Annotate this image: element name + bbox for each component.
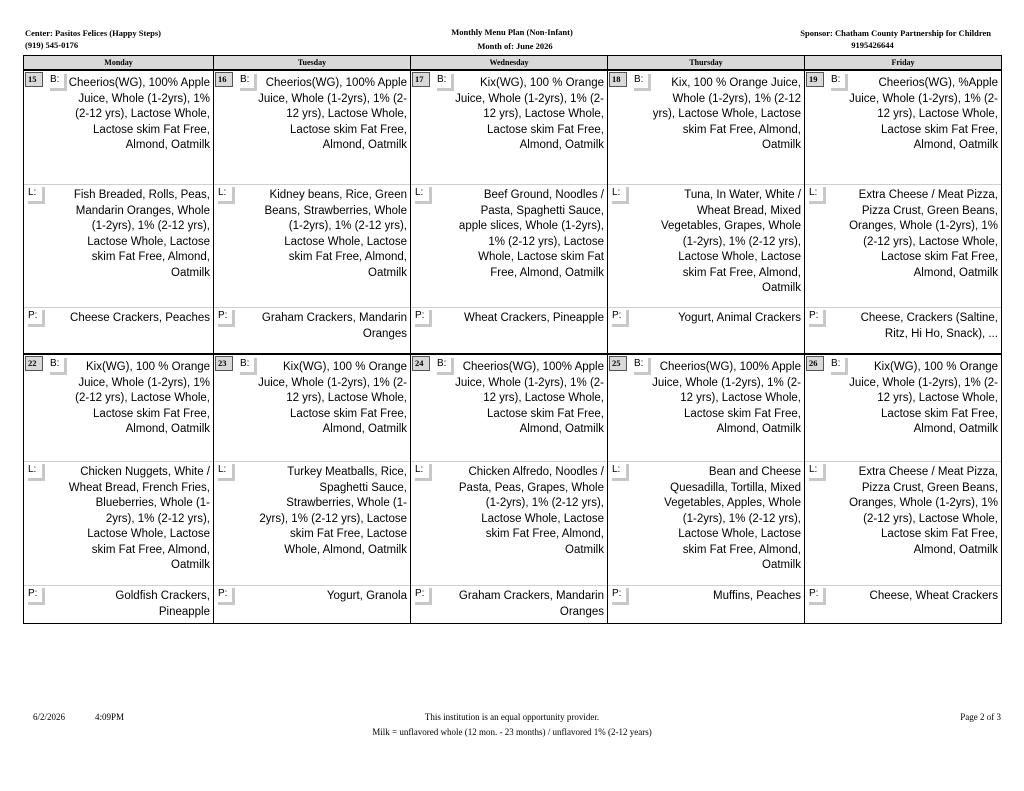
snack-tag: P: (809, 588, 826, 605)
lunch-row (24, 184, 1002, 307)
breakfast-entry (24, 358, 213, 441)
day-number: 25 (609, 356, 627, 371)
lunch-entry (24, 461, 213, 577)
lunch-cell (411, 461, 608, 585)
lunch-cell (214, 184, 411, 307)
snack-text: Goldfish Crackers, Pineapple (115, 590, 210, 618)
weekday-header-row (24, 56, 1002, 71)
breakfast-row (24, 70, 1002, 184)
snack-entry (411, 307, 607, 330)
lunch-tag: L: (415, 464, 432, 481)
breakfast-entry (608, 74, 804, 157)
day-cell (411, 354, 608, 461)
breakfast-text: Kix(WG), 100 % Orange Juice, Whole (1-2yrs), 1% (2-12 yrs), Lactose Whole, Lactose skim Fat Free, Almond, Oatmilk (258, 361, 407, 435)
snack-cell (608, 307, 805, 354)
day-cell (805, 354, 1002, 461)
snack-text: Cheese, Crackers (Saltine, Ritz, Hi Ho, Snack), ... (860, 312, 998, 340)
snack-entry (805, 585, 1001, 608)
lunch-entry (608, 184, 804, 300)
snack-cell (214, 307, 411, 354)
sponsor-name: Sponsor: Chatham County Partnership for Children (800, 28, 991, 38)
breakfast-text: Kix(WG), 100 % Orange Juice, Whole (1-2yrs), 1% (2-12 yrs), Lactose Whole, Lactose skim Fat Free, Almond, Oatmilk (455, 77, 604, 151)
snack-entry (214, 585, 410, 608)
lunch-cell (805, 461, 1002, 585)
breakfast-tag: B: (240, 74, 257, 91)
snack-cell (411, 585, 608, 624)
snack-cell (214, 585, 411, 624)
day-number: 22 (25, 356, 43, 371)
breakfast-tag: B: (437, 358, 454, 375)
day-number: 16 (215, 72, 233, 87)
weekday-header: Wednesday (411, 56, 608, 71)
lunch-tag: L: (809, 187, 826, 204)
breakfast-tag: B: (437, 74, 454, 91)
snack-cell (24, 585, 214, 624)
breakfast-tag: B: (50, 358, 67, 375)
snack-entry (608, 585, 804, 608)
day-number: 26 (806, 356, 824, 371)
snack-tag: P: (218, 588, 235, 605)
snack-tag: P: (612, 588, 629, 605)
lunch-cell (411, 184, 608, 307)
page-title: Monthly Menu Plan (Non-Infant) (451, 27, 573, 37)
lunch-text: Extra Cheese / Meat Pizza, Pizza Crust, Green Beans, Oranges, Whole (1-2yrs), 1% (2-12 yrs), Lactose Whole, Lactose skim Fat Free, Almond, Oatmilk (849, 466, 998, 556)
snack-text: Graham Crackers, Mandarin Oranges (458, 590, 604, 618)
snack-cell (805, 307, 1002, 354)
breakfast-text: Cheerios(WG), 100% Apple Juice, Whole (1-2yrs), 1% (2-12 yrs), Lactose Whole, Lactose skim Fat Free, Almond, Oatmilk (652, 361, 801, 435)
lunch-entry (214, 184, 410, 284)
snack-tag: P: (28, 310, 45, 327)
breakfast-entry (608, 358, 804, 441)
breakfast-tag: B: (240, 358, 257, 375)
lunch-text: Extra Cheese / Meat Pizza, Pizza Crust, Green Beans, Oranges, Whole (1-2yrs), 1% (2-12 yrs), Lactose Whole, Lactose skim Fat Free, Almond, Oatmilk (849, 189, 998, 279)
lunch-cell (608, 461, 805, 585)
breakfast-text: Kix(WG), 100 % Orange Juice, Whole (1-2yrs), 1% (2-12 yrs), Lactose Whole, Lactose skim Fat Free, Almond, Oatmilk (849, 361, 998, 435)
weekday-header: Monday (24, 56, 214, 71)
sponsor-info (800, 27, 991, 51)
breakfast-entry (411, 358, 607, 441)
lunch-tag: L: (28, 187, 45, 204)
lunch-text: Kidney beans, Rice, Green Beans, Strawberries, Whole (1-2yrs), 1% (2-12 yrs), Lactose Whole, Lactose skim Fat Free, Almond, Oatmilk (264, 189, 407, 279)
snack-entry (24, 307, 213, 330)
lunch-entry (608, 461, 804, 577)
breakfast-tag: B: (634, 358, 651, 375)
breakfast-tag: B: (831, 74, 848, 91)
breakfast-tag: B: (831, 358, 848, 375)
breakfast-tag: B: (50, 74, 67, 91)
day-number: 24 (412, 356, 430, 371)
menu-calendar (23, 55, 1002, 624)
lunch-row (24, 461, 1002, 585)
breakfast-entry (214, 358, 410, 441)
lunch-cell (24, 461, 214, 585)
day-cell (805, 70, 1002, 184)
snack-tag: P: (612, 310, 629, 327)
day-cell (24, 70, 214, 184)
snack-entry (411, 585, 607, 623)
lunch-text: Chicken Alfredo, Noodles / Pasta, Peas, Grapes, Whole (1-2yrs), 1% (2-12 yrs), Lactose Whole, Lactose skim Fat Free, Almond, Oatmilk (458, 466, 604, 556)
print-date: 6/2/2026 (33, 712, 66, 722)
lunch-tag: L: (28, 464, 45, 481)
lunch-cell (805, 184, 1002, 307)
breakfast-text: Kix, 100 % Orange Juice, Whole (1-2yrs), 1% (2-12 yrs), Lactose Whole, Lactose skim Fat Free, Almond, Oatmilk (652, 77, 801, 151)
breakfast-text: Kix(WG), 100 % Orange Juice, Whole (1-2yrs), 1% (2-12 yrs), Lactose Whole, Lactose skim Fat Free, Almond, Oatmilk (75, 361, 210, 435)
breakfast-tag: B: (634, 74, 651, 91)
lunch-tag: L: (612, 464, 629, 481)
snack-cell (805, 585, 1002, 624)
snack-text: Cheese Crackers, Peaches (70, 312, 210, 324)
lunch-text: Bean and Cheese Quesadilla, Tortilla, Mixed Vegetables, Apples, Whole (1-2yrs), 1% (2-12 yrs), Lactose Whole, Lactose skim Fat Free, Almond, Oatmilk (664, 466, 801, 571)
lunch-cell (214, 461, 411, 585)
breakfast-text: Cheerios(WG), 100% Apple Juice, Whole (1-2yrs), 1% (2-12 yrs), Lactose Whole, Lactose skim Fat Free, Almond, Oatmilk (68, 77, 210, 151)
weekday-header: Friday (805, 56, 1002, 71)
snack-entry (214, 307, 410, 345)
snack-tag: P: (415, 588, 432, 605)
snack-entry (24, 585, 213, 623)
equal-opportunity-notice: This institution is an equal opportunity provider. (424, 712, 600, 722)
snack-text: Muffins, Peaches (712, 590, 801, 602)
snack-entry (805, 307, 1001, 345)
snack-text: Wheat Crackers, Pineapple (464, 312, 604, 324)
day-number: 15 (25, 72, 43, 87)
snack-text: Yogurt, Granola (326, 590, 407, 602)
breakfast-entry (24, 74, 213, 157)
print-time: 4:09PM (95, 712, 125, 722)
day-cell (214, 354, 411, 461)
lunch-entry (411, 461, 607, 561)
month-label: Month of: June 2026 (477, 41, 553, 51)
breakfast-entry (411, 74, 607, 157)
lunch-tag: L: (415, 187, 432, 204)
weekday-header: Tuesday (214, 56, 411, 71)
lunch-text: Beef Ground, Noodles / Pasta, Spaghetti Sauce, apple slices, Whole (1-2yrs), 1% (2-12 yrs), Lactose Whole, Lactose skim Fat Free, Almond, Oatmilk (458, 189, 604, 279)
snack-cell (608, 585, 805, 624)
lunch-text: Tuna, In Water, White / Wheat Bread, Mixed Vegetables, Grapes, Whole (1-2yrs), 1% (2-12 yrs), Lactose Whole, Lactose skim Fat Free, Almond, Oatmilk (661, 189, 801, 294)
snack-row (24, 307, 1002, 354)
lunch-entry (805, 184, 1001, 284)
breakfast-text: Cheerios(WG), %Apple Juice, Whole (1-2yrs), 1% (2-12 yrs), Lactose Whole, Lactose skim Fat Free, Almond, Oatmilk (849, 77, 998, 151)
snack-tag: P: (415, 310, 432, 327)
snack-entry (608, 307, 804, 330)
sponsor-phone: 9195426644 (851, 40, 894, 50)
day-cell (24, 354, 214, 461)
lunch-entry (24, 184, 213, 284)
page-number: Page 2 of 3 (960, 712, 1001, 722)
lunch-tag: L: (218, 187, 235, 204)
snack-tag: P: (28, 588, 45, 605)
lunch-tag: L: (809, 464, 826, 481)
breakfast-text: Cheerios(WG), 100% Apple Juice, Whole (1-2yrs), 1% (2-12 yrs), Lactose Whole, Lactose skim Fat Free, Almond, Oatmilk (455, 361, 604, 435)
lunch-cell (24, 184, 214, 307)
snack-text: Graham Crackers, Mandarin Oranges (261, 312, 407, 340)
lunch-entry (214, 461, 410, 561)
day-cell (411, 70, 608, 184)
day-cell (608, 70, 805, 184)
snack-row (24, 585, 1002, 624)
weekday-header: Thursday (608, 56, 805, 71)
lunch-cell (608, 184, 805, 307)
center-name: Center: Pasitos Felices (Happy Steps) (25, 28, 161, 38)
day-cell (608, 354, 805, 461)
breakfast-entry (805, 358, 1001, 441)
day-cell (214, 70, 411, 184)
day-number: 23 (215, 356, 233, 371)
breakfast-text: Cheerios(WG), 100% Apple Juice, Whole (1-2yrs), 1% (2-12 yrs), Lactose Whole, Lactose skim Fat Free, Almond, Oatmilk (258, 77, 407, 151)
breakfast-entry (805, 74, 1001, 157)
day-number: 18 (609, 72, 627, 87)
snack-text: Cheese, Wheat Crackers (869, 590, 998, 602)
lunch-text: Chicken Nuggets, White / Wheat Bread, French Fries, Blueberries, Whole (1-2yrs), 1% (2-12 yrs), Lactose Whole, Lactose skim Fat Free, Almond, Oatmilk (68, 466, 210, 571)
center-phone: (919) 545-0176 (25, 40, 79, 50)
lunch-text: Fish Breaded, Rolls, Peas, Mandarin Oranges, Whole (1-2yrs), 1% (2-12 yrs), Lactose Whole, Lactose skim Fat Free, Almond, Oatmilk (73, 189, 210, 279)
snack-tag: P: (218, 310, 235, 327)
snack-tag: P: (809, 310, 826, 327)
day-number: 17 (412, 72, 430, 87)
snack-cell (24, 307, 214, 354)
milk-note: Milk = unflavored whole (12 mon. - 23 months) / unflavored 1% (2-12 years) (372, 727, 652, 737)
lunch-entry (805, 461, 1001, 561)
snack-cell (411, 307, 608, 354)
breakfast-entry (214, 74, 410, 157)
lunch-tag: L: (612, 187, 629, 204)
breakfast-row (24, 354, 1002, 461)
lunch-text: Turkey Meatballs, Rice, Spaghetti Sauce, Strawberries, Whole (1-2yrs), 1% (2-12 yrs), Lactose skim Fat Free, Lactose Whole, Almond, Oatmilk (259, 466, 407, 556)
snack-text: Yogurt, Animal Crackers (678, 312, 801, 324)
lunch-tag: L: (218, 464, 235, 481)
day-number: 19 (806, 72, 824, 87)
lunch-entry (411, 184, 607, 284)
